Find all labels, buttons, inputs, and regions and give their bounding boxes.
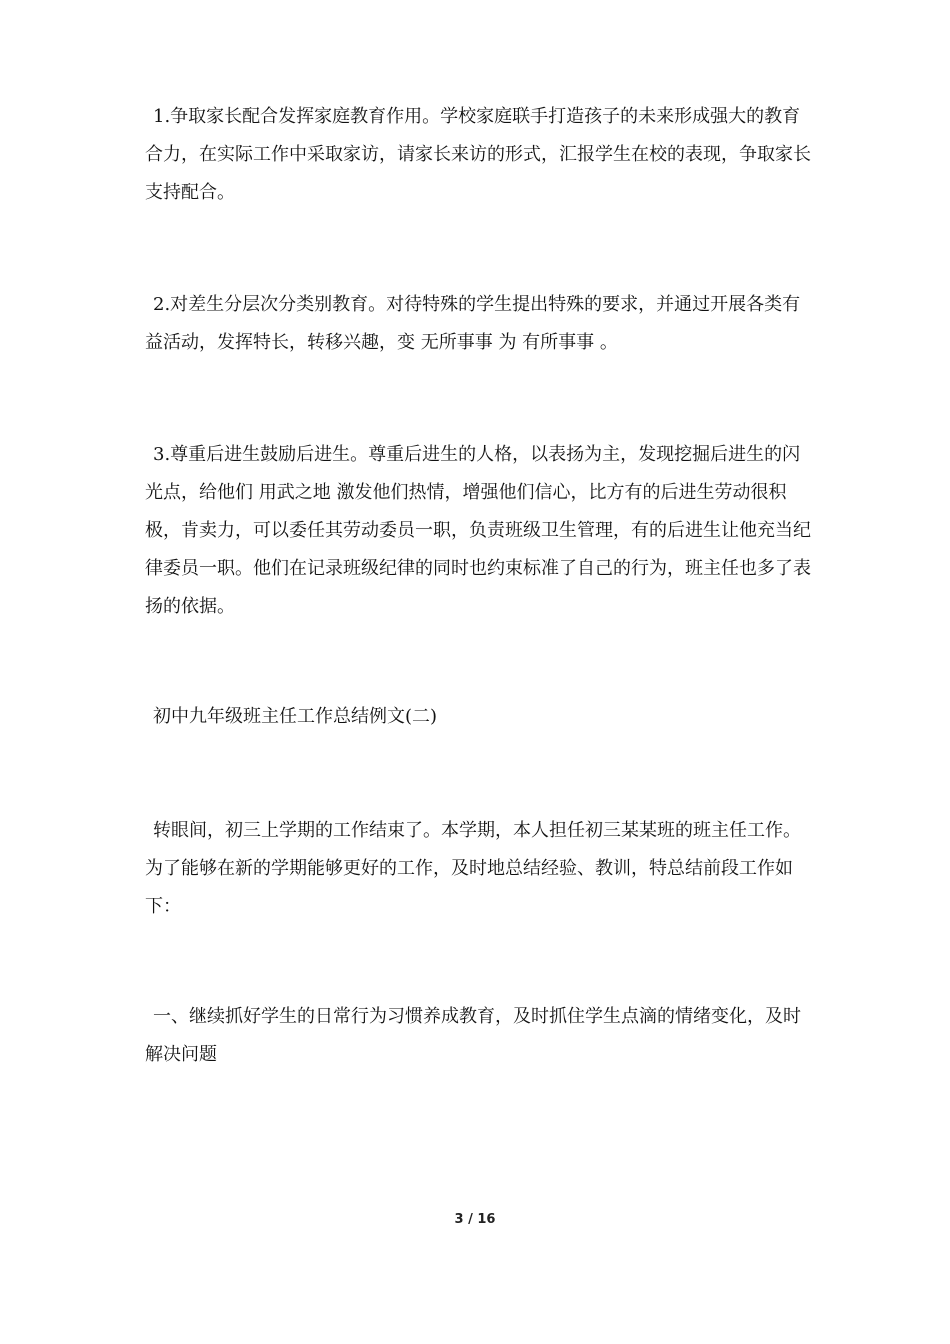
section-heading-one: 一、继续抓好学生的日常行为习惯养成教育，及时抓住学生点滴的情绪变化，及时解决问题 [145,1006,801,1065]
paragraph-tiered-education: 2.对差生分层次分类别教育。对待特殊的学生提出特殊的要求，并通过开展各类有益活动，发挥特长，转移兴趣，变 无所事事 为 有所事事 。 [145,294,801,353]
page-number: 3 / 16 [454,1212,496,1227]
paragraph-respect-students: 3.尊重后进生鼓励后进生。尊重后进生的人格，以表扬为主，发现挖掘后进生的闪光点，给他们 用武之地 激发他们热情，增强他们信心，比方有的后进生劳动很积极，肯卖力，可以委任其劳动委员一职，负责班级卫生管理，有的后进生让他充当纪律委员一职。他们在记录班级纪律的同时也约束标准了自己的行为，班主任也多了表扬的依据。 [145,444,811,617]
paragraph-intro: 转眼间，初三上学期的工作结束了。本学期，本人担任初三某某班的班主任工作。为了能够在新的学期能够更好的工作，及时地总结经验、教训，特总结前段工作如下： [145,820,801,917]
paragraph-parent-cooperation: 1.争取家长配合发挥家庭教育作用。学校家庭联手打造孩子的未来形成强大的教育合力，在实际工作中采取家访，请家长来访的形式，汇报学生在校的表现，争取家长支持配合。 [145,106,811,203]
section-title: 初中九年级班主任工作总结例文(二) [153,706,438,727]
